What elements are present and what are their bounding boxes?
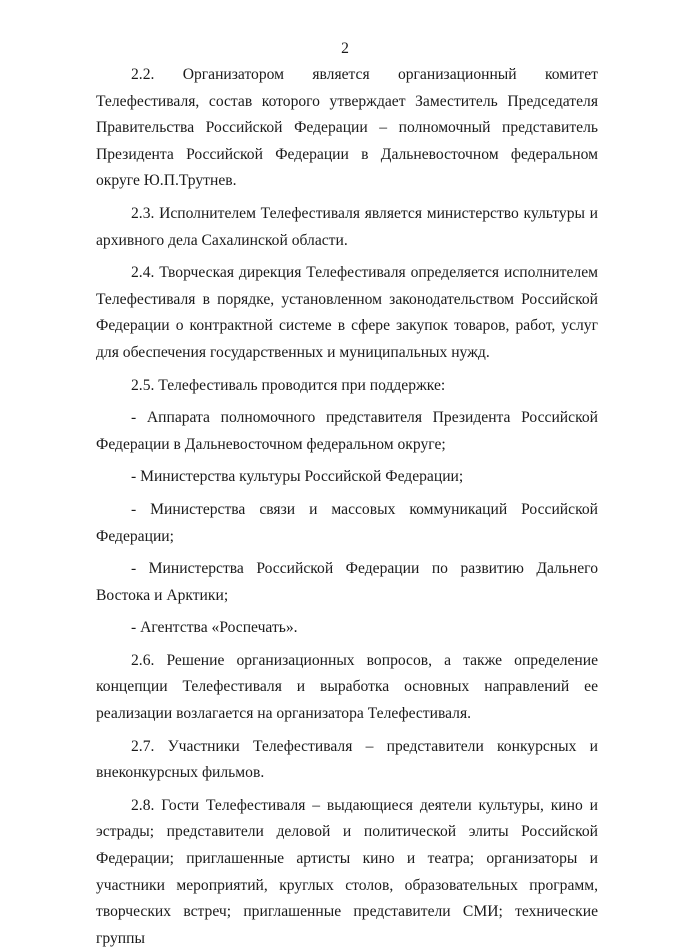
paragraph-2-6: 2.6. Решение организационных вопросов, а также определение концепции Телефестиваля и выработка основных направлений ее реализации возлагается на организатора Телефестиваля. xyxy=(96,651,598,723)
list-item-ministry-far-east: - Министерства Российской Федерации по развитию Дальнего Востока и Арктики; xyxy=(96,560,598,604)
paragraph-2-8: 2.8. Гости Телефестиваля – выдающиеся деятели культуры, кино и эстрады; представители деловой и политической элиты Российской Федерации; приглашенные артисты кино и театра; организаторы и участники мероприятий, круглых столов, образовательных программ, творческих встреч; приглашенные представители СМИ; технические группы xyxy=(96,796,598,947)
list-item-ministry-communications: - Министерства связи и массовых коммуникаций Российской Федерации; xyxy=(96,500,598,545)
list-item-rospechat: - Агентства «Роспечать». xyxy=(131,619,298,637)
paragraph-2-3: 2.3. Исполнителем Телефестиваля является министерство культуры и архивного дела Сахалинской области. xyxy=(96,204,598,249)
paragraph-2-7: 2.7. Участники Телефестиваля – представители конкурсных и внеконкурсных фильмов. xyxy=(96,737,598,782)
paragraph-2-5: 2.5. Телефестиваль проводится при поддержке: xyxy=(131,376,446,394)
document-body xyxy=(96,62,598,952)
list-item-ministry-culture: - Министерства культуры Российской Федерации; xyxy=(131,468,464,486)
list-item-apparat: - Аппарата полномочного представителя Президента Российской Федерации в Дальневосточном федеральном округе; xyxy=(96,409,598,453)
paragraph-2-4: 2.4. Творческая дирекция Телефестиваля определяется исполнителем Телефестиваля в порядке, установленном законодательством Российской Федерации о контрактной системе в сфере закупок товаров, работ, услуг для обеспечения государственных и муниципальных нужд. xyxy=(96,264,598,361)
paragraph-2-2: 2.2. Организатором является организационный комитет Телефестиваля, состав которого утверждает Заместитель Председателя Правительства Российской Федерации – полномочный представитель Президента Российской Федерации в Дальневосточном федеральном округе Ю.П.Трутнев. xyxy=(96,66,598,190)
page-number: 2 xyxy=(341,40,349,57)
